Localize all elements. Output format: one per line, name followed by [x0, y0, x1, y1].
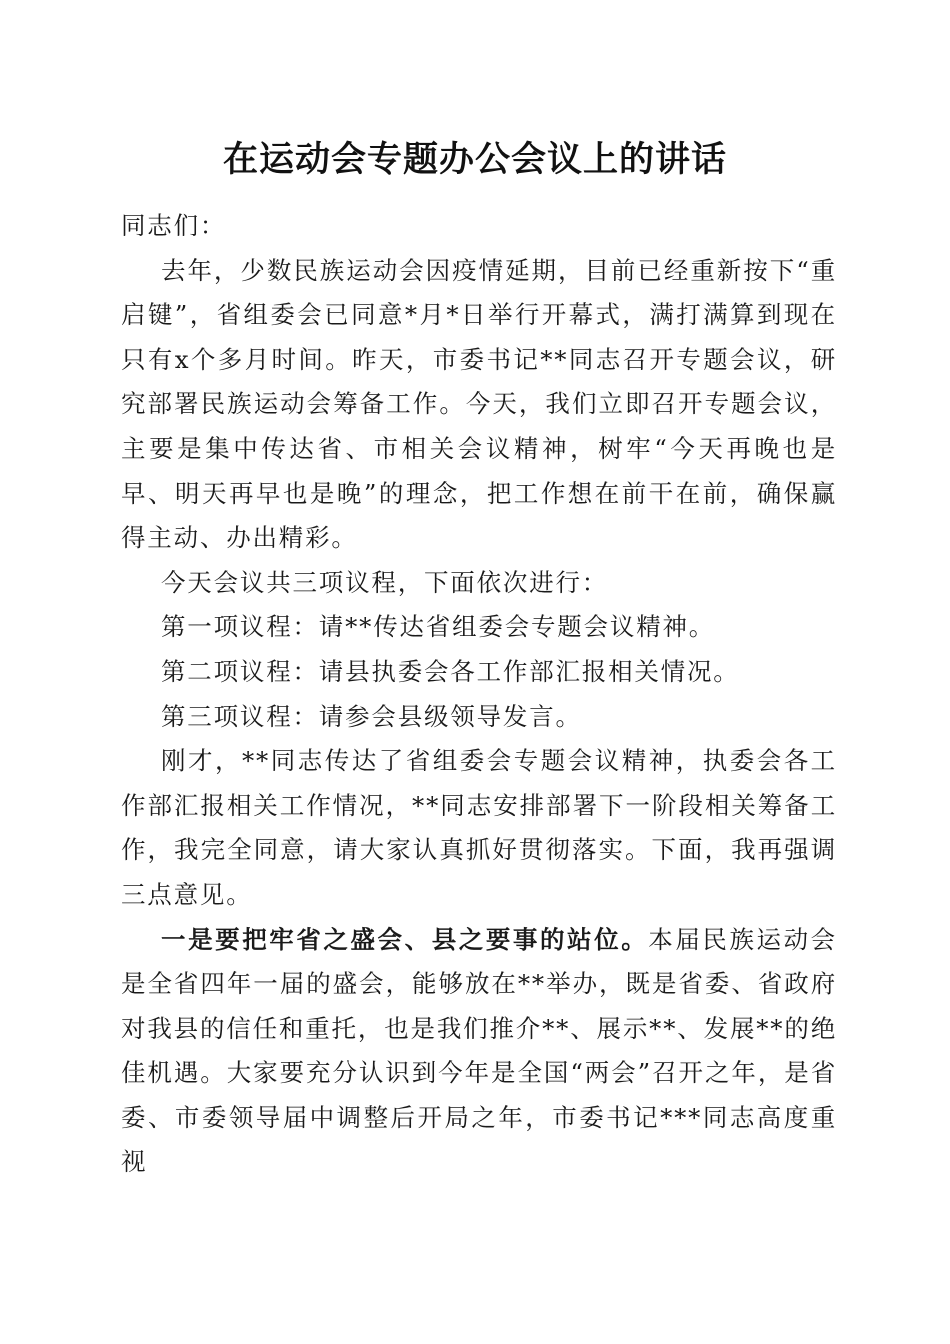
paragraph-point-one: [121, 918, 837, 1186]
document-body: [121, 204, 837, 1185]
salutation: 同志们：: [121, 211, 227, 240]
paragraph-summary: 刚才，**同志传达了省组委会专题会议精神，执委会各工作部汇报相关工作情况，**同志安排部署下一阶段相关筹备工作，我完全同意，请大家认真抓好贯彻落实。下面，我再强调三点意见。: [121, 746, 837, 909]
agenda-item-3: 第三项议程：请参会县级领导发言。: [161, 701, 582, 731]
point-one-body: 本届民族运动会是全省四年一届的盛会，能够放在**举办，既是省委、省政府对我县的信任和重托，也是我们推介**、展示**、发展**的绝佳机遇。大家要充分认识到今年是全国“两会”召开之年，是省委、市委领导届中调整后开局之年，市委书记***同志高度重视: [121, 924, 837, 1177]
paragraph-agenda-intro: 今天会议共三项议程，下面依次进行：: [161, 567, 609, 597]
point-one-lead: 一是要把牢省之盛会、县之要事的站位。: [161, 924, 649, 954]
agenda-item-1: 第一项议程：请**传达省组委会专题会议精神。: [161, 612, 716, 642]
agenda-item-2: 第二项议程：请县执委会各工作部汇报相关情况。: [161, 656, 740, 686]
page-title: 在运动会专题办公会议上的讲话: [222, 139, 727, 180]
paragraph-intro: 去年，少数民族运动会因疫情延期，目前已经重新按下“重启键”，省组委会已同意*月*日举行开幕式，满打满算到现在只有x个多月时间。昨天，市委书记**同志召开专题会议，研究部署民族运动会筹备工作。今天，我们立即召开专题会议，主要是集中传达省、市相关会议精神，树牢“今天再晚也是早、明天再早也是晚”的理念，把工作想在前干在前，确保赢得主动、办出精彩。: [121, 255, 837, 553]
